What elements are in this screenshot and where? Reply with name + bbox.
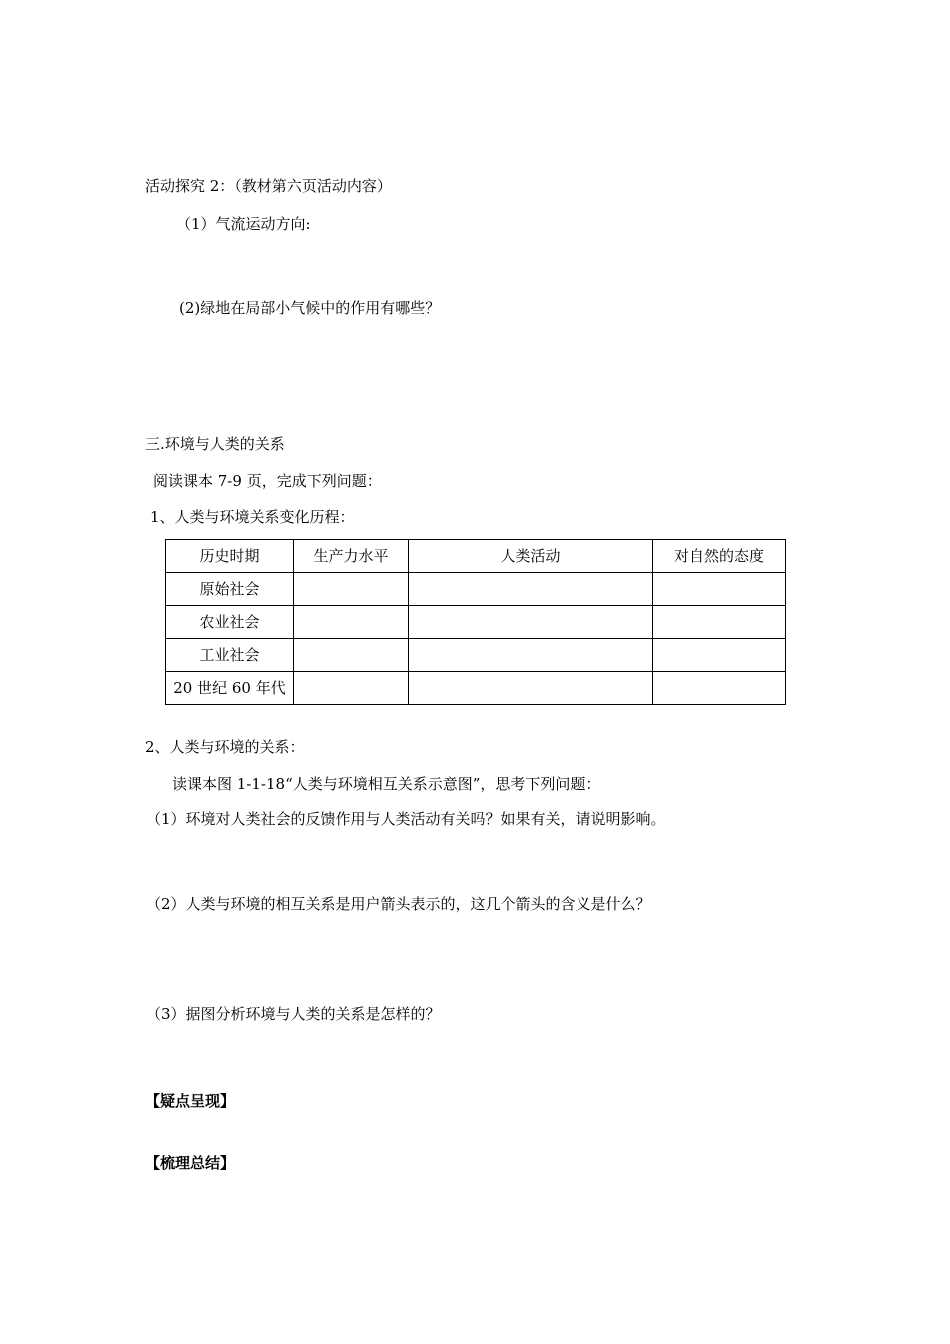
- section-3-part-2: 2、人类与环境的关系：: [145, 738, 305, 756]
- table-header-row: [166, 540, 786, 573]
- table-row: [166, 639, 786, 672]
- table-cell: [409, 672, 653, 705]
- table-cell: [409, 573, 653, 606]
- table-cell: [294, 672, 409, 705]
- header-cell: 对自然的态度: [653, 540, 786, 573]
- doubts-heading: 【疑点呈现】: [145, 1092, 236, 1110]
- activity-title: 活动探究 2：（教材第六页活动内容）: [145, 177, 392, 195]
- section-3-part-1: 1、人类与环境关系变化历程：: [150, 508, 355, 526]
- table-cell: [653, 672, 786, 705]
- header-cell: 人类活动: [409, 540, 653, 573]
- summary-heading: 【梳理总结】: [145, 1154, 236, 1172]
- table-cell: 工业社会: [166, 639, 294, 672]
- table-cell: [294, 639, 409, 672]
- history-table: [165, 539, 786, 705]
- section-3-question-1: （1）环境对人类社会的反馈作用与人类活动有关吗？如果有关，请说明影响。: [146, 810, 666, 828]
- table-cell: [653, 639, 786, 672]
- table-cell: [653, 573, 786, 606]
- activity-question-2: (2)绿地在局部小气候中的作用有哪些？: [179, 299, 441, 317]
- table-cell: 原始社会: [166, 573, 294, 606]
- header-cell: 历史时期: [166, 540, 294, 573]
- table-cell: [409, 606, 653, 639]
- section-3-part-2-intro: 读课本图 1-1-18“人类与环境相互关系示意图”，思考下列问题：: [172, 775, 601, 793]
- table-cell: 农业社会: [166, 606, 294, 639]
- section-3-question-2: （2）人类与环境的相互关系是用户箭头表示的，这几个箭头的含义是什么？: [146, 895, 651, 913]
- table-cell: 20 世纪 60 年代: [166, 672, 294, 705]
- table-cell: [653, 606, 786, 639]
- section-3-intro: 阅读课本 7-9 页，完成下列问题：: [153, 472, 382, 490]
- section-3-title: 三.环境与人类的关系: [145, 435, 285, 453]
- section-3-question-3: （3）据图分析环境与人类的关系是怎样的？: [146, 1005, 441, 1023]
- table-row: [166, 573, 786, 606]
- table-cell: [409, 639, 653, 672]
- table-row: [166, 606, 786, 639]
- table-cell: [294, 606, 409, 639]
- activity-question-1: （1）气流运动方向:: [176, 215, 311, 233]
- table-cell: [294, 573, 409, 606]
- table-row: [166, 672, 786, 705]
- header-cell: 生产力水平: [294, 540, 409, 573]
